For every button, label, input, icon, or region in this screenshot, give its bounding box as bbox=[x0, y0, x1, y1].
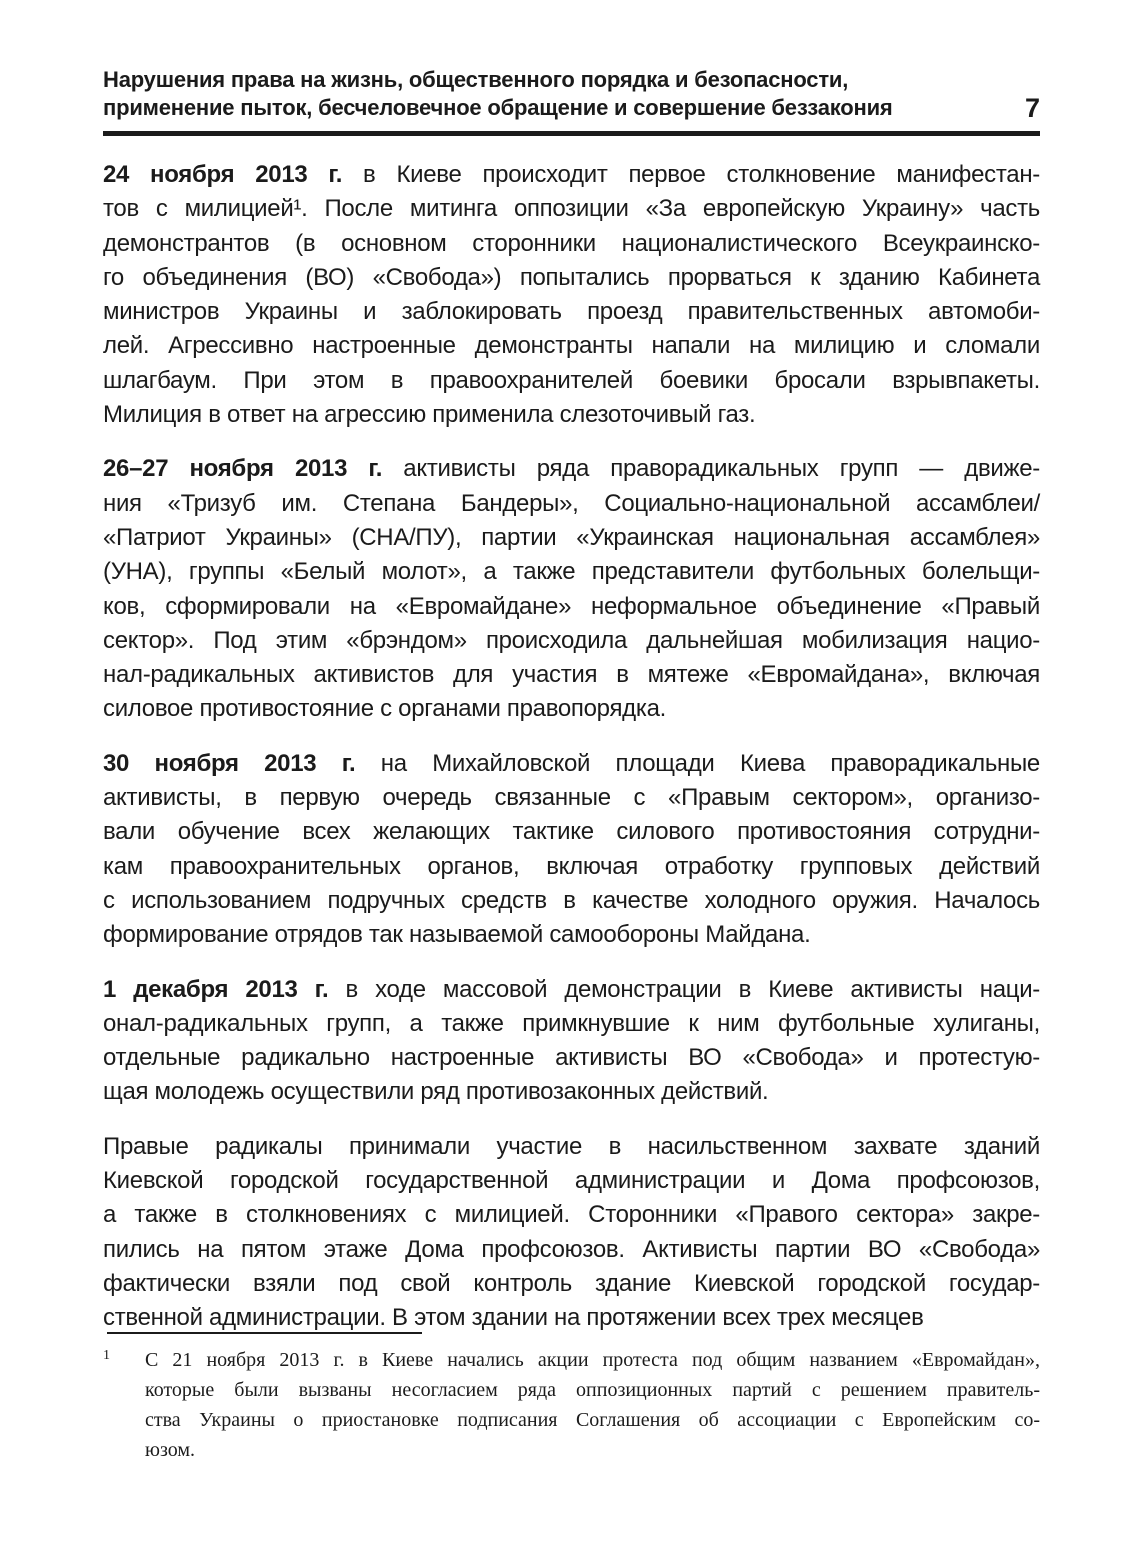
text-line: 24 ноября 2013 г. в Киеве происходит первое столкновение манифестан- bbox=[103, 161, 1040, 188]
running-header bbox=[103, 66, 1040, 122]
running-header-title bbox=[103, 66, 893, 122]
text-line: шлагбаум. При этом в правоохранителей боевики бросали взрывпакеты. bbox=[103, 366, 1040, 394]
text-line: ния «Тризуб им. Степана Бандеры», Социально-национальной ассамблеи/ bbox=[103, 489, 1040, 517]
text-line: сектор». Под этим «брэндом» происходила дальнейшая мобилизация нацио- bbox=[103, 626, 1040, 654]
text-line: формирование отрядов так называемой самообороны Майдана. bbox=[103, 921, 811, 949]
text-line: го объединения (ВО) «Свобода») попытались прорваться к зданию Кабинета bbox=[103, 263, 1040, 291]
text-line: активисты, в первую очередь связанные с «Правым сектором», организо- bbox=[103, 784, 1040, 812]
footnote-marker: 1 bbox=[103, 1348, 110, 1363]
text-line: нал-радикальных активистов для участия в мятеже «Евромайдана», включая bbox=[103, 661, 1040, 689]
text-line: ков, сформировали на «Евромайдане» неформальное объединение «Правый bbox=[103, 592, 1040, 620]
text-line: отдельные радикально настроенные активисты ВО «Свобода» и протестую- bbox=[103, 1044, 1040, 1072]
paragraph bbox=[103, 452, 1040, 726]
footnote-line: ства Украины о приостановке подписания Соглашения об ассоциации с Европейским со- bbox=[145, 1409, 1040, 1431]
text-line: тов с милицией¹. После митинга оппозиции «За европейскую Украину» часть bbox=[103, 195, 1040, 223]
footnote-body bbox=[103, 1345, 1040, 1465]
paragraph bbox=[103, 747, 1040, 953]
header-rule bbox=[103, 131, 1040, 136]
footnote bbox=[103, 1332, 1040, 1465]
paragraph bbox=[103, 158, 1040, 432]
text-line: 1 декабря 2013 г. в ходе массовой демонстрации в Киеве активисты наци- bbox=[103, 975, 1040, 1003]
text-line: Правые радикалы принимали участие в насильственном захвате зданий bbox=[103, 1132, 1040, 1160]
content bbox=[103, 158, 1040, 1336]
text-line: вали обучение всех желающих тактике силового противостояния сотрудни- bbox=[103, 818, 1040, 846]
text-line: министров Украины и заблокировать проезд правительственных автомоби- bbox=[103, 298, 1040, 326]
text-line: Киевской городской государственной администрации и Дома профсоюзов, bbox=[103, 1167, 1040, 1195]
text-line: с использованием подручных средств в качестве холодного оружия. Началось bbox=[103, 886, 1040, 914]
text-line: 30 ноября 2013 г. на Михайловской площади Киева праворадикальные bbox=[103, 749, 1040, 777]
paragraph bbox=[103, 973, 1040, 1110]
text-line: «Патриот Украины» (СНА/ПУ), партии «Украинская национальная ассамблея» bbox=[103, 523, 1040, 551]
running-header-line2: применение пыток, бесчеловечное обращение и совершение беззакония bbox=[103, 95, 893, 120]
text-line: кам правоохранительных органов, включая отработку групповых действий bbox=[103, 852, 1040, 880]
text-line: пились на пятом этаже Дома профсоюзов. Активисты партии ВО «Свобода» bbox=[103, 1235, 1040, 1263]
text-line: фактически взяли под свой контроль здание Киевской городской государ- bbox=[103, 1269, 1040, 1297]
text-line: 26–27 ноября 2013 г. активисты ряда праворадикальных групп — движе- bbox=[103, 455, 1040, 483]
text-line: онал-радикальных групп, а также примкнувшие к ним футбольные хулиганы, bbox=[103, 1009, 1040, 1037]
paragraph-lead-date: 1 декабря 2013 г. bbox=[103, 975, 329, 1003]
paragraph bbox=[103, 1130, 1040, 1336]
running-header-line1: Нарушения права на жизнь, общественного порядка и безопасности, bbox=[103, 67, 849, 92]
text-line: Милиция в ответ на агрессию применила слезоточивый газ. bbox=[103, 401, 756, 429]
text-line: демонстрантов (в основном сторонники националистического Всеукраинско- bbox=[103, 229, 1040, 257]
footnote-rule bbox=[107, 1332, 422, 1334]
footnote-line: которые были вызваны несогласием ряда оппозиционных партий с решением правитель- bbox=[145, 1379, 1040, 1401]
text-line: (УНА), группы «Белый молот», а также представители футбольных болельщи- bbox=[103, 558, 1040, 586]
text-line: щая молодежь осуществили ряд противозаконных действий. bbox=[103, 1078, 769, 1106]
text-line: лей. Агрессивно настроенные демонстранты напали на милицию и сломали bbox=[103, 332, 1040, 360]
paragraph-lead-date: 24 ноября 2013 г. bbox=[103, 161, 343, 188]
paragraph-lead-date: 30 ноября 2013 г. bbox=[103, 749, 356, 777]
footnote-line: юзом. bbox=[145, 1439, 195, 1461]
text-line: ственной администрации. В этом здании на протяжении всех трех месяцев bbox=[103, 1304, 924, 1332]
page-number: 7 bbox=[1024, 93, 1040, 123]
footnote-line: С 21 ноября 2013 г. в Киеве начались акции протеста под общим названием «Евромайдан», bbox=[145, 1349, 1040, 1371]
text-line: а также в столкновениях с милицией. Сторонники «Правого сектора» закре- bbox=[103, 1201, 1040, 1229]
paragraph-lead-date: 26–27 ноября 2013 г. bbox=[103, 455, 383, 483]
text-line: силовое противостояние с органами правопорядка. bbox=[103, 695, 667, 723]
